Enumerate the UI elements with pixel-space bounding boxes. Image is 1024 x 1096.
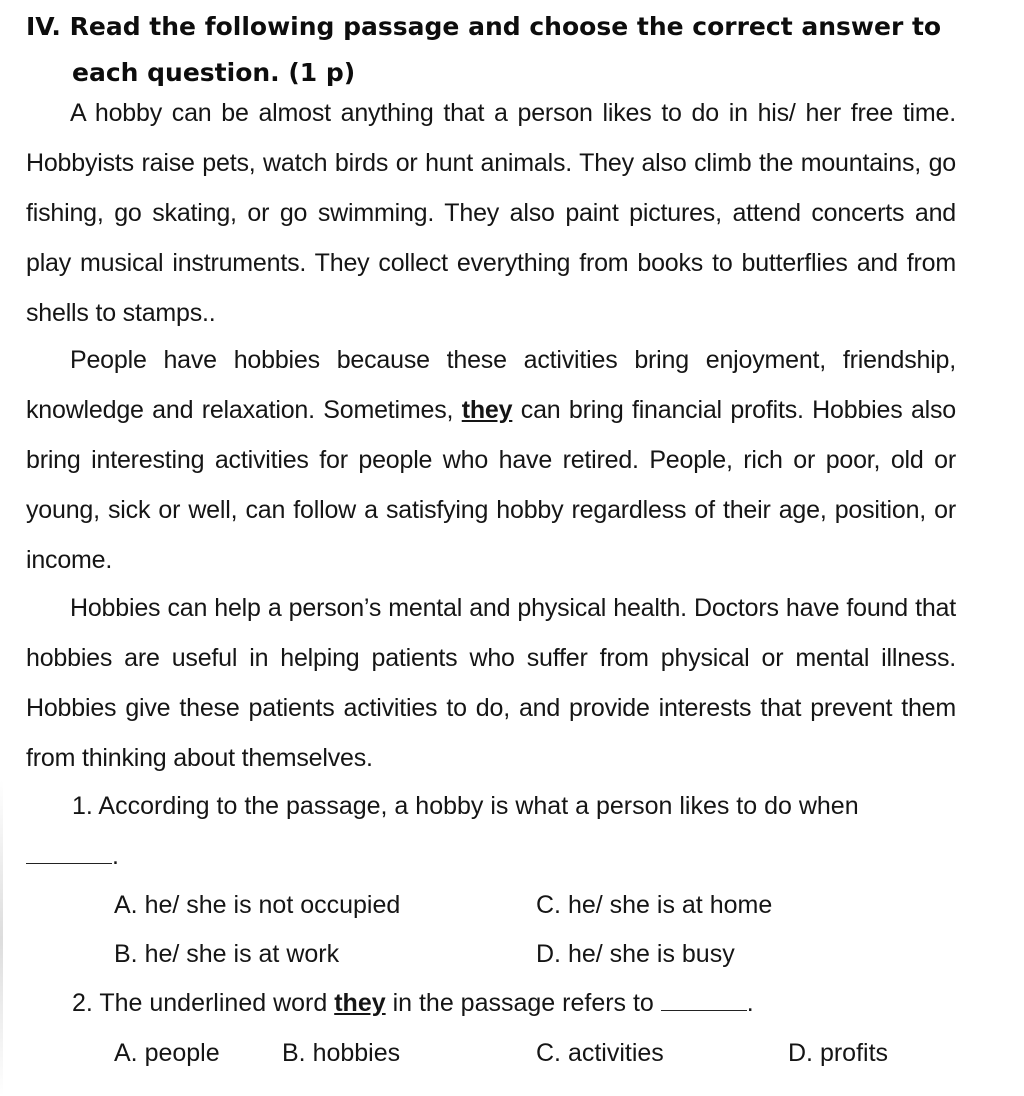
passage-paragraph-2 [26, 335, 956, 585]
passage-paragraph-3 [26, 583, 956, 783]
question-2-end: . [746, 989, 754, 1017]
q1-option-c[interactable]: C. he/ she is at home [536, 891, 773, 919]
heading-line-2: each question. (1 p) [72, 58, 356, 87]
underlined-word-they: they [461, 396, 513, 424]
question-1-answer-line [26, 831, 961, 881]
passage-paragraph-1 [26, 88, 956, 338]
answer-blank[interactable] [661, 980, 747, 1011]
question-2-underlined-word: they [334, 989, 386, 1017]
heading-line-1: IV. Read the following passage and choose the correct answer to [26, 12, 942, 41]
q1-option-a[interactable]: A. he/ she is not occupied [114, 891, 401, 919]
scan-edge-shadow [0, 780, 3, 1096]
paragraph-2-text-after: can bring financial profits. Hobbies also bring interesting activities for people who have retired. People, rich or poor, old or young, sick or well, can follow a satisfying hobby regardless of their age, position, or income. [26, 396, 957, 574]
q2-option-d[interactable]: D. profits [788, 1039, 889, 1067]
paragraph-1-text: A hobby can be almost anything that a person likes to do in his/ her free time. Hobbyists raise pets, watch birds or hunt animals. They also climb the mountains, go fishing, go skating, or go swimming. They also paint pictures, attend concerts and play musical instruments. They collect everything from books to butterflies and from shells to stamps.. [26, 99, 956, 327]
question-2-text-before: 2. The underlined word [72, 989, 335, 1017]
q2-option-c[interactable]: C. activities [536, 1039, 664, 1067]
question-1-text: 1. According to the passage, a hobby is what a person likes to do when [72, 792, 859, 820]
paragraph-3-text: Hobbies can help a person’s mental and physical health. Doctors have found that hobbies are useful in helping patients who suffer from physical or mental illness. Hobbies give these patients activities to do, and provide interests that prevent them from thinking about themselves. [26, 594, 956, 772]
q1-option-b[interactable]: B. he/ she is at work [114, 940, 340, 968]
question-2-text-after: in the passage refers to [385, 989, 661, 1017]
paragraph-2-text-before: People have hobbies because these activities bring enjoyment, friendship, knowledge and relaxation. Sometimes, [26, 346, 956, 424]
q2-option-a[interactable]: A. people [114, 1039, 220, 1067]
answer-blank[interactable] [26, 833, 112, 864]
question-1-end: . [112, 842, 119, 870]
section-heading [26, 4, 986, 96]
q2-option-b[interactable]: B. hobbies [282, 1039, 401, 1067]
q1-option-d[interactable]: D. he/ she is busy [536, 940, 735, 968]
question-1 [26, 781, 961, 881]
question-2 [72, 978, 754, 1028]
